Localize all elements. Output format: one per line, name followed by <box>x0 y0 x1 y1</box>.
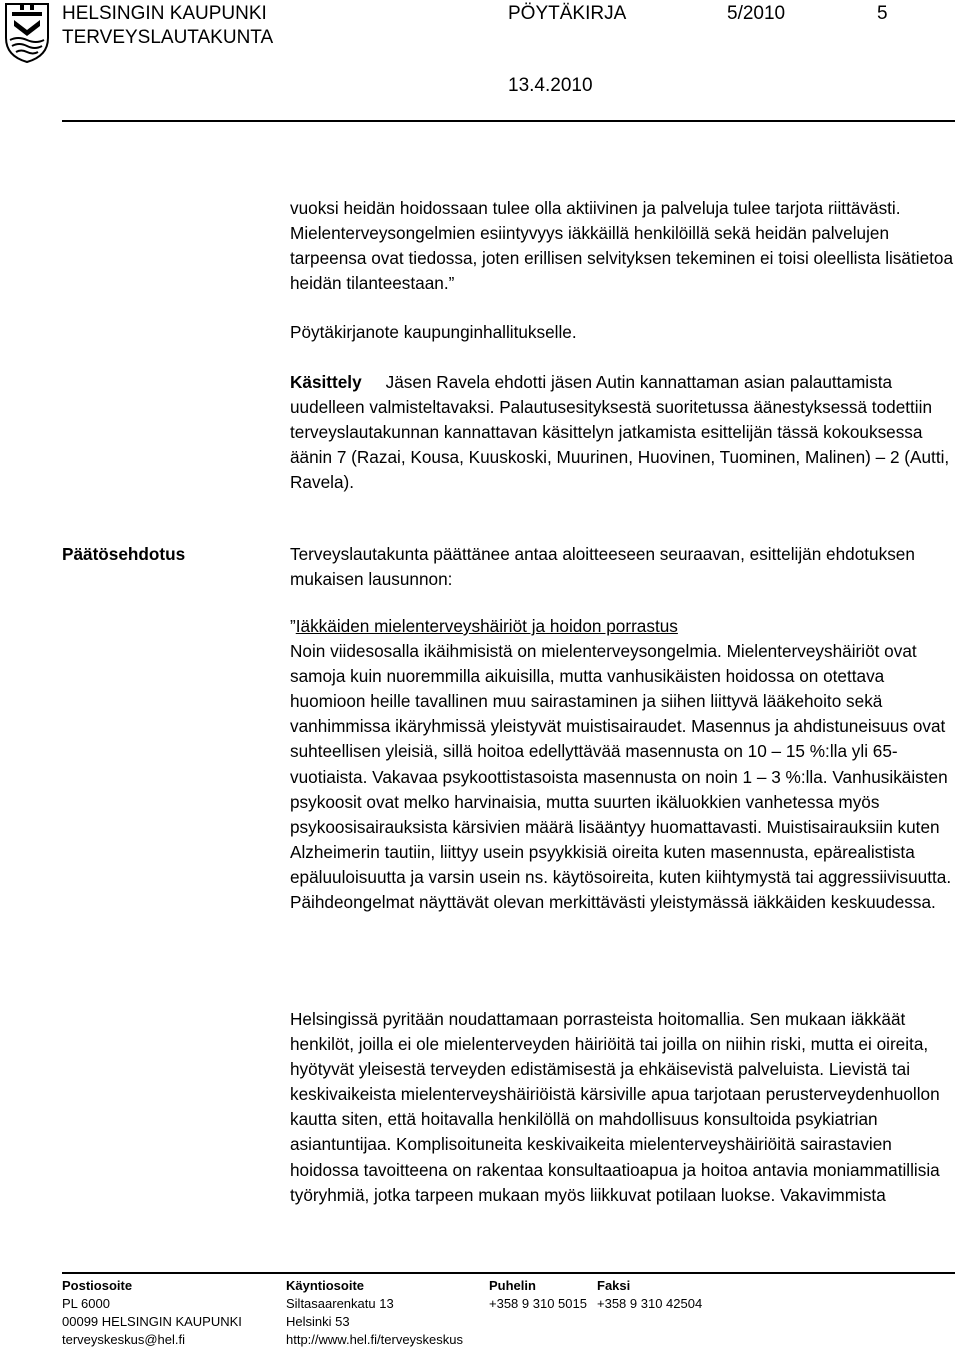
statement-paragraph-2: Helsingissä pyritään noudattamaan porrasteista hoitomallia. Sen mukaan iäkkäät henkilöt, joilla ei ole mielenterveyden häiriöitä tai joilla on niihin riski, mutta ei oireita, hyötyvät yleisestä terveyden edistämisestä ja ehkäisevistä palveluista. Lievistä tai keskivaikeista mielenterveyshäiriöistä kärsiville apua tarjotaan perusterveydenhuollon kautta siten, että hoitavalla henkilöllä on mahdollisuus konsultoida psykiatrian asiantuntijaa. Komplisoituneita keskivaikeita mielenterveyshäiriöitä sairastavien hoidossa tavoitteena on rakentaa konsultaatioapua ja hoitoa antavia moniammatillisia työryhmiä, jotka tarpeen mukaan myös liikkuvat potilaan luokse. Vakavimmista <box>290 1009 940 1205</box>
footer-puhelin-value: +358 9 310 5015 <box>489 1296 587 1311</box>
header-date: 13.4.2010 <box>508 75 593 96</box>
kasittely-section <box>290 370 960 495</box>
kasittely-label: Käsittely <box>290 372 362 392</box>
footer-faksi-label: Faksi <box>597 1278 631 1293</box>
footer-visiting-address <box>286 1277 463 1349</box>
footer-kayntiosoite-line2: Helsinki 53 <box>286 1314 350 1329</box>
header-committee-name: TERVEYSLAUTAKUNTA <box>62 27 274 48</box>
header-divider <box>62 120 955 122</box>
statement-paragraph-1: Noin viidesosalla ikäihmisistä on mielenterveysongelmia. Mielenterveyshäiriöt ovat samoja kuin nuoremmilla aikuisilla, mutta vanhusikäisten hoidossa on otettava huomioon heille tavallinen muu sairastaminen ja siihen liittyvä lääkehoito sekä vanhimmissa ikäryhmissä yleistyvät muistisairaudet. Masennus ja ahdistuneisuus ovat suhteellisen yleisiä, sillä hoitoa edellyttävää masennusta on 10 – 15 %:lla yli 65-vuotiaista. Vakavaa psykoottistasoista masennusta on noin 1 – 3 %:lla. Vanhusikäisten psykoosit ovat melko harvinaisia, mutta suurten ikäluokkien vanhetessa myös psykoosisairauksista kärsivien määrä lisääntyy huomattavasti. Muistisairauksiin kuten Alzheimerin tautiin, liittyy usein psyykkisiä oireita kuten masennusta, epärealistista epäluuloisuutta ja varsin usein ns. käytösoireita, kuten kiihtymystä tai aggressiivisuutta. Päihdeongelmat näyttävät olevan merkittävästi yleistymässä iäkkäiden keskuudessa. <box>290 641 952 913</box>
footer-email: terveyskeskus@hel.fi <box>62 1332 186 1347</box>
paatosehdotus-label: Päätösehdotus <box>62 544 186 564</box>
footer-postiosoite-line1: PL 6000 <box>62 1296 110 1311</box>
footer-faksi-value: +358 9 310 42504 <box>597 1296 703 1311</box>
footer-website: http://www.hel.fi/terveyskeskus <box>286 1332 464 1347</box>
footer-postiosoite-line2: 00099 HELSINGIN KAUPUNKI <box>62 1314 242 1329</box>
quote-mark: ” <box>290 616 296 636</box>
footer-divider <box>62 1272 955 1274</box>
footer-postal-address <box>62 1277 242 1349</box>
footer-fax <box>597 1277 702 1313</box>
footer-postiosoite-label: Postiosoite <box>62 1278 133 1293</box>
city-crest-logo <box>4 2 50 64</box>
footer-kayntiosoite-label: Käyntiosoite <box>286 1278 365 1293</box>
paatosehdotus-text: Terveyslautakunta päättänee antaa aloitteeseen seuraavan, esittelijän ehdotuksen mukaisen lausunnon: <box>290 544 915 590</box>
statement-block <box>290 614 960 915</box>
header-org-name: HELSINGIN KAUPUNKI <box>62 3 267 24</box>
footer-puhelin-label: Puhelin <box>489 1278 536 1293</box>
kasittely-text: Jäsen Ravela ehdotti jäsen Autin kannattaman asian palauttamista uudelleen valmisteltavaksi. Palautusesityksestä suoritetussa äänestyksessä todettiin terveyslautakunnan kannattavan käsittelyn jatkamista esittelijän tässä kokouksessa äänin 7 (Razai, Kousa, Kuuskoski, Muurinen, Huovinen, Tuominen, Malinen) – 2 (Autti, Ravela). <box>290 372 950 493</box>
header-page-number: 5 <box>877 3 888 24</box>
statement-title: Iäkkäiden mielenterveyshäiriöt ja hoidon porrastus <box>295 616 678 636</box>
extract-note: Pöytäkirjanote kaupunginhallitukselle. <box>290 322 577 342</box>
footer-kayntiosoite-line1: Siltasaarenkatu 13 <box>286 1296 394 1311</box>
footer-phone <box>489 1277 587 1313</box>
header-doc-number: 5/2010 <box>727 3 786 24</box>
header-doc-type: PÖYTÄKIRJA <box>508 3 627 24</box>
intro-paragraph: vuoksi heidän hoidossaan tulee olla aktiivinen ja palveluja tulee tarjota riittävästi. Mielenterveysongelmien esiintyvyys iäkkäillä henkilöillä sekä heidän palvelujen tarpeensa ovat tiedossa, joten erillisen selvityksen tekeminen ei toisi oleellista lisätietoa heidän tilanteestaan.” <box>290 198 954 294</box>
